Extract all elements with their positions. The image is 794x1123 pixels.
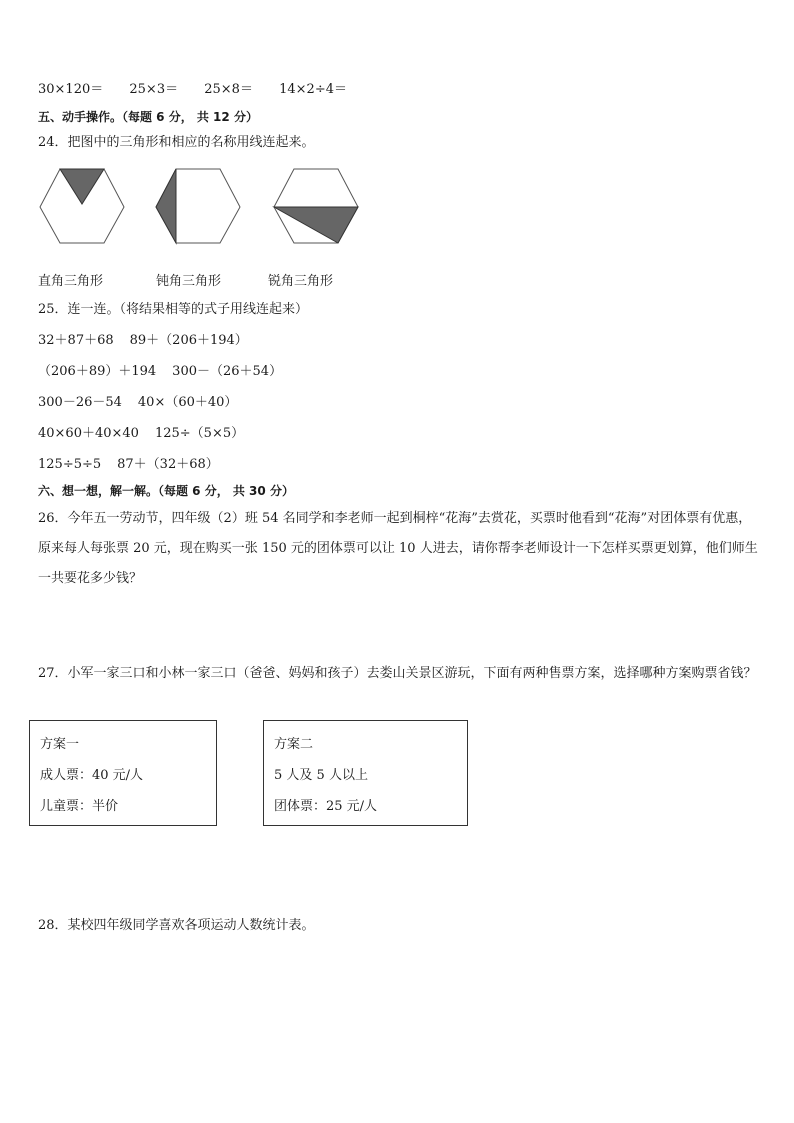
q27-text: 27．小军一家三口和小林一家三口（爸爸、妈妈和孩子）去娄山关景区游玩，下面有两种售票方案，选择哪种方案购票省钱？ (38, 666, 757, 681)
plan2-box (263, 720, 468, 826)
expr-left: 32＋87＋68 (38, 333, 114, 348)
triangle-label-right: 直角三角形 (38, 274, 104, 289)
q25-pair (38, 456, 219, 474)
expr-right: 125÷（5×5） (154, 426, 245, 441)
section6-title: 六、想一想，解一解。（每题 6 分， 共 30 分） (38, 484, 294, 498)
hexagon-figure-3 (272, 166, 362, 246)
q25-text: 25．连一连。（将结果相等的式子用线连起来） (38, 302, 309, 317)
plan1-line2: 儿童票：半价 (40, 799, 119, 814)
triangle-label-acute: 锐角三角形 (268, 274, 334, 289)
q25-pair (38, 332, 248, 350)
plan2-line1: 5 人及 5 人以上 (274, 768, 368, 783)
expr-right: 40×（60＋40） (137, 395, 238, 410)
expr-right: 89＋（206＋194） (129, 333, 248, 348)
q24-text: 24．把图中的三角形和相应的名称用线连起来。 (38, 135, 315, 150)
plan1-box (29, 720, 217, 826)
hexagon-figure-2 (154, 166, 244, 246)
expr-right: 87＋（32＋68） (117, 457, 219, 472)
expr-left: 300－26－54 (38, 395, 122, 410)
q25-pair (38, 425, 244, 443)
plan1-line1: 成人票：40 元/人 (40, 768, 144, 783)
expr-right: 300－（26＋54） (172, 364, 283, 379)
calc-item: 14×2÷4＝ (279, 82, 347, 97)
q28-text: 28．某校四年级同学喜欢各项运动人数统计表。 (38, 918, 315, 933)
q25-pair (38, 394, 237, 412)
q25-pair (38, 363, 282, 381)
expr-left: 125÷5÷5 (38, 457, 102, 472)
calc-item: 25×8＝ (204, 82, 253, 97)
q26-text: 26．今年五一劳动节，四年级（2）班 54 名同学和李老师一起到桐梓“花海”去赏花，买票时他看到“花海”对团体票有优惠，原来每人每张票 20 元，现在购买一张 150 元的团体票可以让 10 人进去，请你帮李老师设计一下怎样买票更划算，他们师生一共要花多少钱？ (38, 511, 758, 586)
expr-left: 40×60＋40×40 (38, 426, 139, 441)
plan1-title: 方案一 (40, 737, 80, 752)
hexagon-figure-1 (38, 166, 128, 246)
triangle-label-obtuse: 钝角三角形 (156, 274, 222, 289)
calc-item: 30×120＝ (38, 82, 104, 97)
plan2-title: 方案二 (274, 737, 314, 752)
calc-row (38, 81, 369, 99)
calc-item: 25×3＝ (129, 82, 179, 97)
expr-left: （206＋89）＋194 (38, 364, 157, 379)
plan2-line2: 团体票：25 元/人 (274, 799, 378, 814)
section5-title: 五、动手操作。（每题 6 分， 共 12 分） (38, 110, 258, 124)
